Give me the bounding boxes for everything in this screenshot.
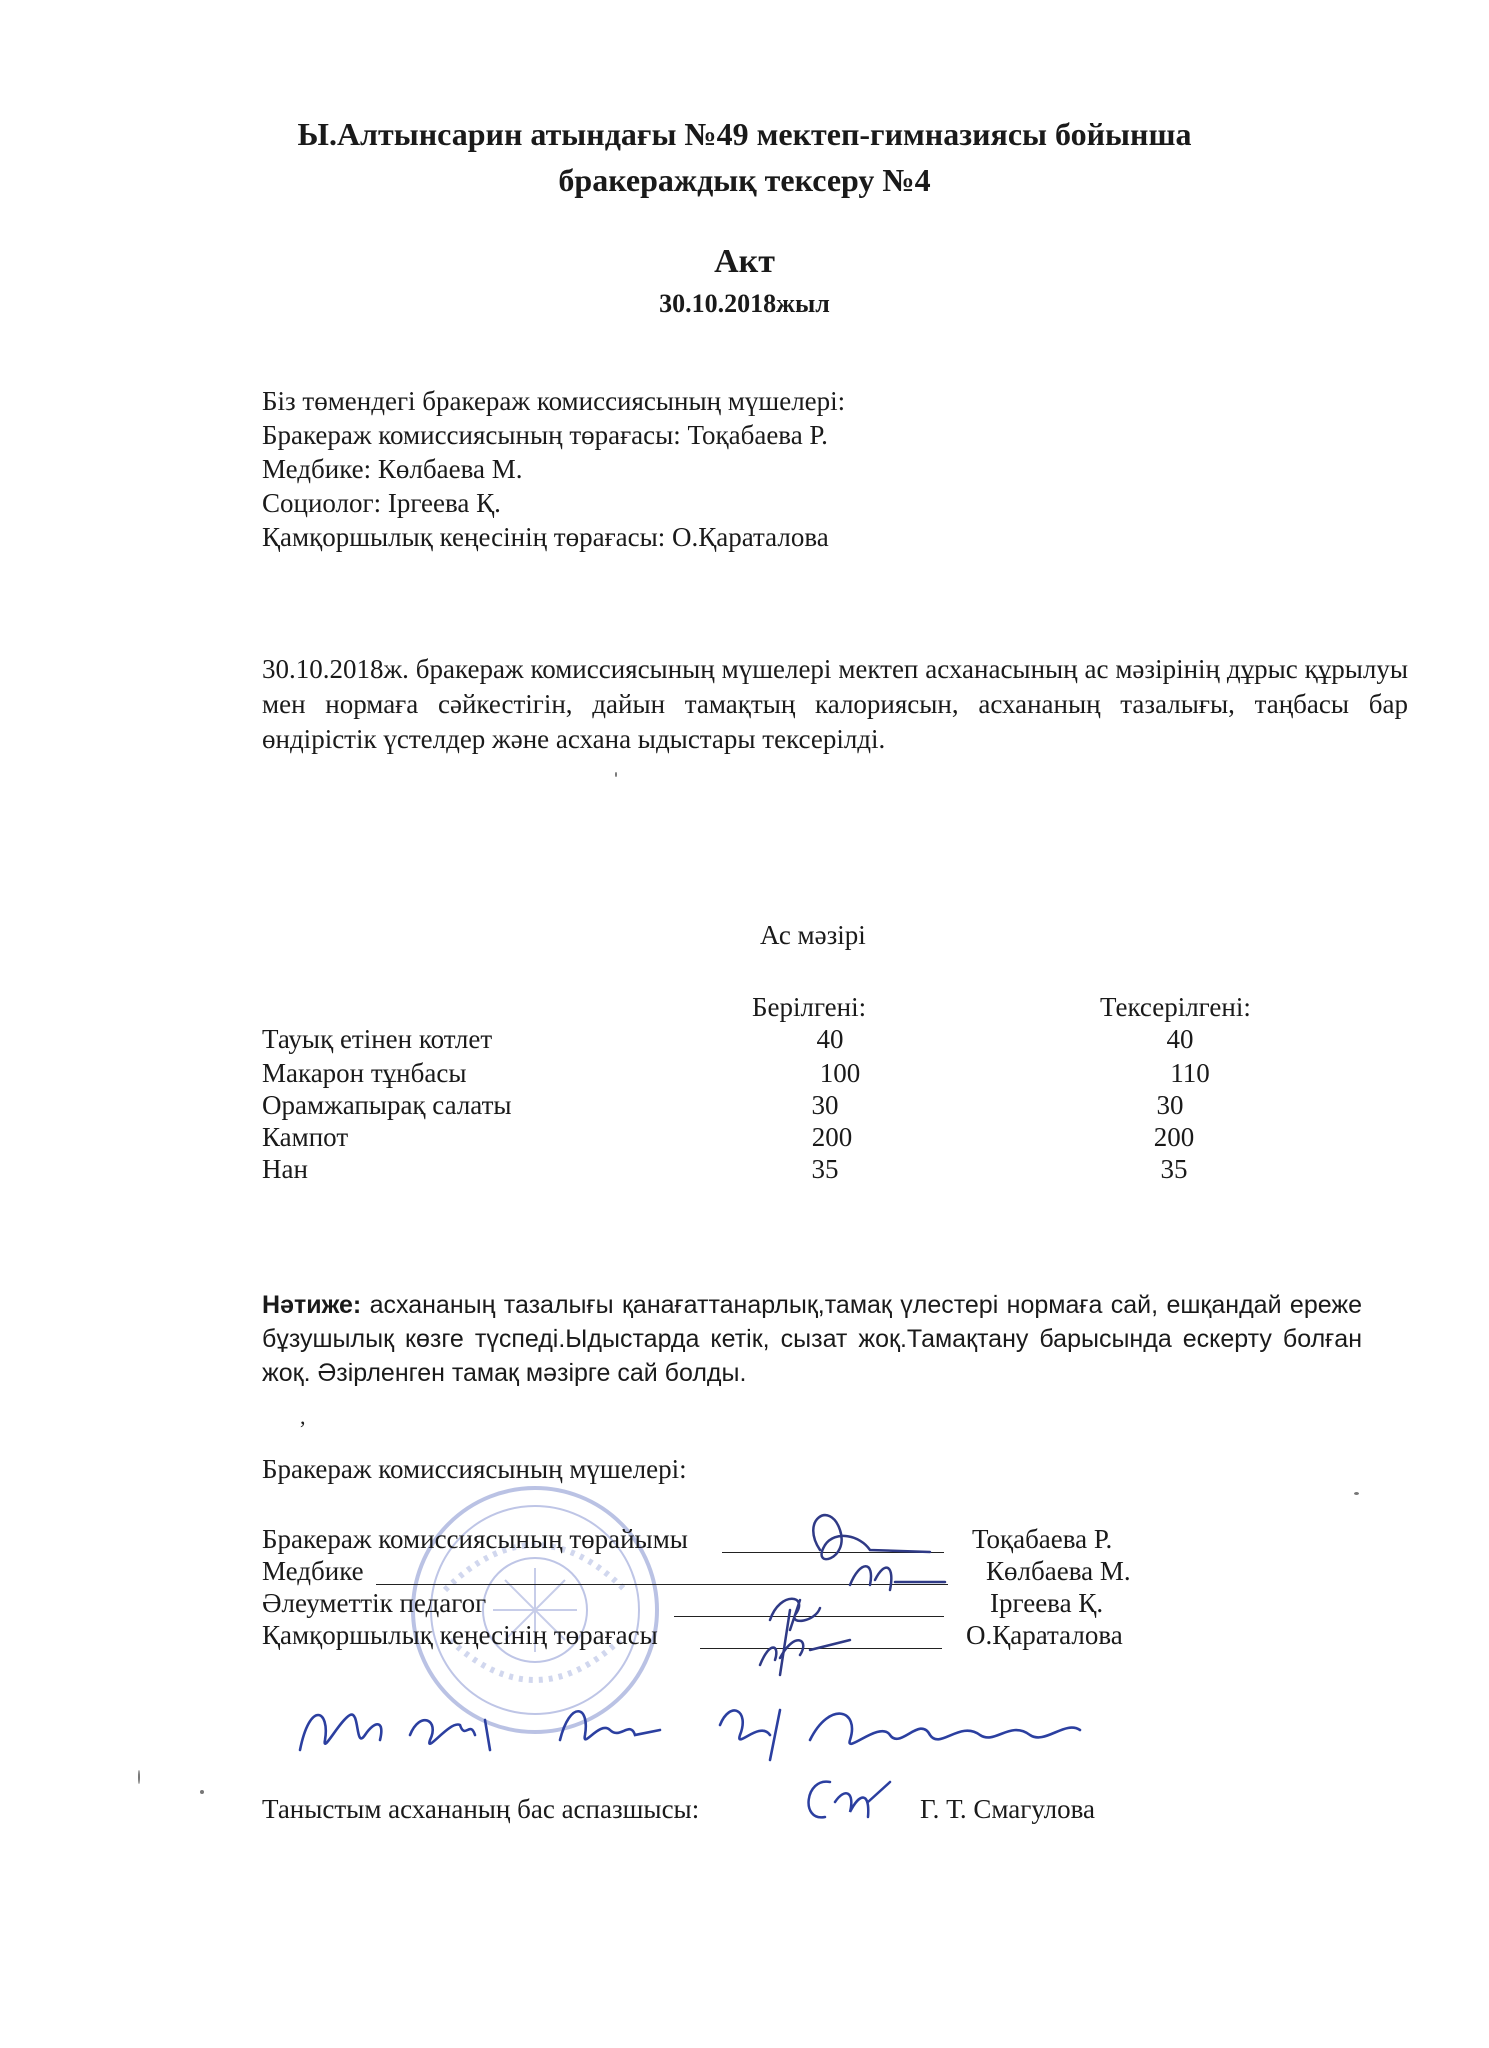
scan-speck [615, 772, 617, 777]
menu-item-given: 30 [811, 1090, 839, 1120]
menu-col-checked: Тексерілгені: [1100, 992, 1251, 1022]
handwritten-notes [290, 1680, 1110, 1780]
menu-item-given: 40 [816, 1024, 844, 1054]
stray-comma: , [300, 1404, 306, 1429]
signature-role: Бракераж комиссиясының төрайымы [262, 1524, 688, 1554]
scan-speck [200, 1790, 204, 1794]
act-date: 30.10.2018жыл [659, 289, 830, 318]
signatures-heading: Бракераж комиссиясының мүшелері: [262, 1454, 687, 1484]
intro-paragraph: 30.10.2018ж. бракераж комиссиясының мүшелері мектеп асханасының ас мәзірінің дұрыс құрылуы мен нормаға сәйкестігін, дайын тамақтың калориясын, асхананың тазалығы, таңбасы бар өндірістік үстелдер және асхана ыдыстары тексерілді. [262, 654, 1408, 754]
signature-role: Медбике [262, 1556, 364, 1586]
commission-line-4: Социолог: Іргеева Қ. [262, 488, 501, 518]
signature-name: О.Қараталова [966, 1620, 1123, 1650]
chef-signature [790, 1762, 900, 1842]
commission-line-1: Біз төмендегі бракераж комиссиясының мүшелері: [262, 386, 846, 416]
signature-role: Әлеуметтік педагог [262, 1588, 487, 1618]
menu-item-given: 100 [819, 1058, 861, 1088]
scan-speck [1354, 1492, 1359, 1495]
doc-title-line1: Ы.Алтынсарин атындағы №49 мектеп-гимназиясы бойынша [297, 116, 1192, 152]
menu-item-name: Орамжапырақ салаты [262, 1090, 512, 1120]
commission-line-2: Бракераж комиссиясының төрағасы: Тоқабаева Р. [262, 420, 828, 450]
handwritten-signatures [700, 1490, 960, 1680]
signature-name: Көлбаева М. [986, 1556, 1131, 1586]
act-title: Акт [714, 243, 775, 280]
menu-item-given: 35 [811, 1154, 839, 1184]
doc-title-line2: бракераждық тексеру №4 [558, 162, 931, 198]
signature-name: Іргеева Қ. [990, 1588, 1104, 1618]
menu-item-checked: 40 [1166, 1024, 1194, 1054]
menu-item-checked: 30 [1156, 1090, 1184, 1120]
result-text: асхананың тазалығы қанағаттанарлық,тамақ үлестері нормаға сай, ешқандай ереже бұзушылық көзге түспеді.Ыдыстарда кетік, сызат жоқ.Тамақтану барысында ескерту болған жоқ. Әзірленген тамақ мәзірге сай болды. [262, 1291, 1362, 1387]
commission-line-5: Қамқоршылық кеңесінің төрағасы: О.Қараталова [262, 522, 829, 552]
menu-item-name: Макарон тұнбасы [262, 1058, 467, 1088]
chef-name: Г. Т. Смагулова [920, 1794, 1095, 1824]
menu-title: Ас мәзірі [760, 920, 866, 950]
signature-name: Тоқабаева Р. [972, 1524, 1113, 1554]
commission-line-3: Медбике: Көлбаева М. [262, 454, 523, 484]
scan-speck [138, 1770, 140, 1784]
menu-item-given: 200 [811, 1122, 853, 1152]
result-label: Нәтиже: [262, 1291, 362, 1319]
menu-item-name: Тауық етінен котлет [262, 1024, 493, 1054]
menu-col-given: Берілгені: [752, 992, 867, 1022]
menu-item-checked: 110 [1170, 1058, 1210, 1088]
menu-item-checked: 200 [1153, 1122, 1195, 1152]
signature-role: Қамқоршылық кеңесінің төрағасы [262, 1620, 658, 1650]
menu-item-name: Нан [262, 1154, 308, 1184]
menu-item-checked: 35 [1160, 1154, 1188, 1184]
menu-item-name: Кампот [262, 1122, 349, 1152]
result-paragraph [262, 1288, 1362, 1390]
chef-label: Таныстым асхананың бас аспазшысы: [262, 1794, 700, 1824]
